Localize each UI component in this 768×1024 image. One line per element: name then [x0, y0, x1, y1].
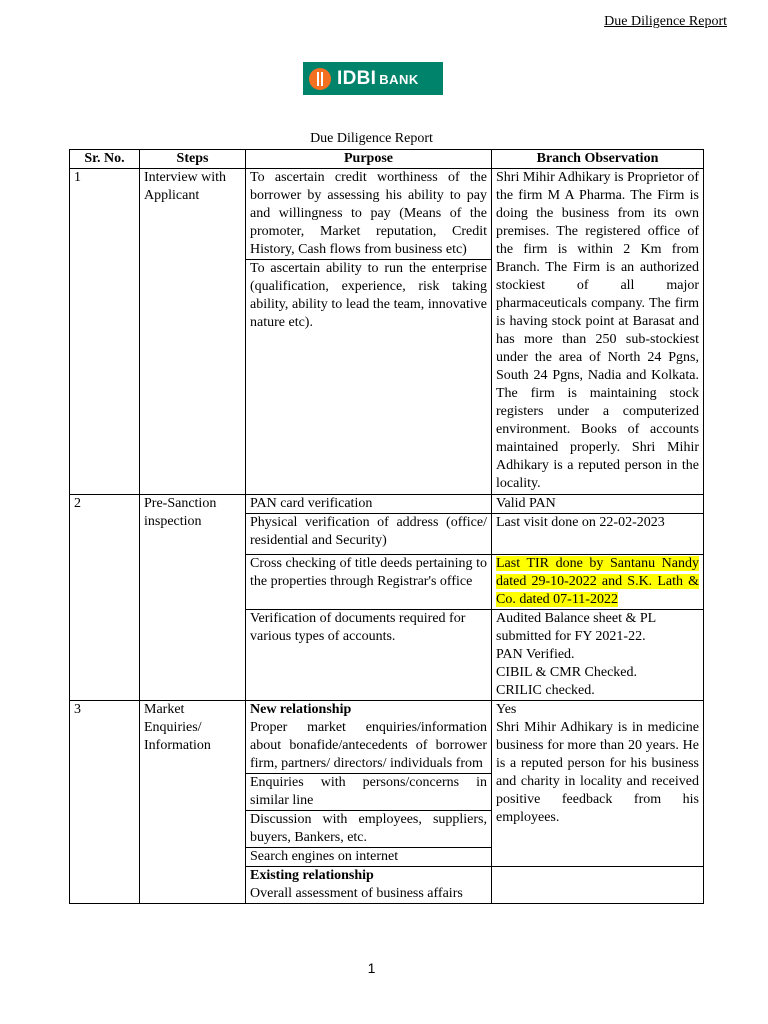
purpose-cell: Physical verification of address (office/ residential and Security) [246, 514, 492, 555]
logo-brand-text: IDBI BANK [337, 67, 419, 89]
observation-line: CRILIC checked. [496, 683, 595, 698]
observation-cell [492, 867, 704, 904]
header-sr-no: Sr. No. [70, 150, 140, 169]
new-relationship-heading: New relationship [250, 702, 352, 717]
purpose-cell: Verification of documents required for various types of accounts. [246, 610, 492, 701]
observation-cell [492, 555, 704, 610]
idbi-bank-logo [303, 62, 443, 95]
purpose-text: Proper market enquiries/information about bonafide/antecedents of borrower firm, partners/ directors/ individuals from [250, 720, 487, 771]
document-title: Due Diligence Report [310, 131, 433, 146]
step-cell: Market Enquiries/ Information [140, 701, 246, 904]
due-diligence-table [69, 149, 704, 904]
purpose-text: Overall assessment of business affairs [250, 886, 463, 901]
purpose-cell: Cross checking of title deeds pertaining to the properties through Registrar's office [246, 555, 492, 610]
purpose-cell: To ascertain credit worthiness of the borrower by assessing his ability to pay and willingness to pay (Means of the promoter, Market reputation, Credit History, Cash flows from business etc) [246, 169, 492, 260]
observation-line: PAN Verified. [496, 647, 575, 662]
header-purpose: Purpose [246, 150, 492, 169]
purpose-cell [246, 867, 492, 904]
observation-cell [492, 610, 704, 701]
table-header-row [70, 150, 704, 169]
observation-cell: Shri Mihir Adhikary is Proprietor of the firm M A Pharma. The Firm is doing the business from its own premises. The registered office of the firm is within 2 Km from Branch. The Firm is an authorized stockiest of all major pharmaceuticals company. The firm is having stock point at Barasat and has more than 250 sub-stockiest under the area of North 24 Pgns, South 24 Pgns, Nadia and Kolkata. The firm is maintaining stock registers under a computerized environment. Books of accounts maintained properly. Shri Mihir Adhikary is a reputed person in the locality. [492, 169, 704, 495]
step-cell: Pre-Sanction inspection [140, 495, 246, 701]
running-header: Due Diligence Report [604, 14, 727, 29]
observation-text: Shri Mihir Adhikary is in medicine business for more than 20 years. He is a reputed person for his business and charity in locality and received positive feedback from his employees. [496, 720, 699, 825]
table-row [70, 701, 704, 774]
idbi-emblem-icon [309, 68, 331, 90]
sr-no-cell: 1 [70, 169, 140, 495]
sr-no-cell: 2 [70, 495, 140, 701]
observation-line: Audited Balance sheet & PL submitted for FY 2021-22. [496, 611, 656, 644]
step-cell: Interview with Applicant [140, 169, 246, 495]
observation-cell: Valid PAN [492, 495, 704, 514]
purpose-cell: PAN card verification [246, 495, 492, 514]
purpose-cell [246, 701, 492, 774]
purpose-cell: To ascertain ability to run the enterprise (qualification, experience, risk taking ability, ability to lead the team, innovative nature etc). [246, 260, 492, 495]
observation-line: Yes [496, 702, 517, 717]
observation-line: CIBIL & CMR Checked. [496, 665, 638, 680]
table-row [70, 495, 704, 514]
sr-no-cell: 3 [70, 701, 140, 904]
observation-cell [492, 701, 704, 867]
table-row [70, 169, 704, 260]
purpose-cell: Search engines on internet [246, 848, 492, 867]
header-branch-observation: Branch Observation [492, 150, 704, 169]
highlighted-observation: Last TIR done by Santanu Nandy dated 29-10-2022 and S.K. Lath & Co. dated 07-11-2022 [496, 556, 699, 607]
page-number: 1 [367, 960, 376, 976]
purpose-cell: Discussion with employees, suppliers, buyers, Bankers, etc. [246, 811, 492, 848]
header-steps: Steps [140, 150, 246, 169]
observation-cell: Last visit done on 22-02-2023 [492, 514, 704, 555]
existing-relationship-heading: Existing relationship [250, 868, 374, 883]
purpose-cell: Enquiries with persons/concerns in similar line [246, 774, 492, 811]
